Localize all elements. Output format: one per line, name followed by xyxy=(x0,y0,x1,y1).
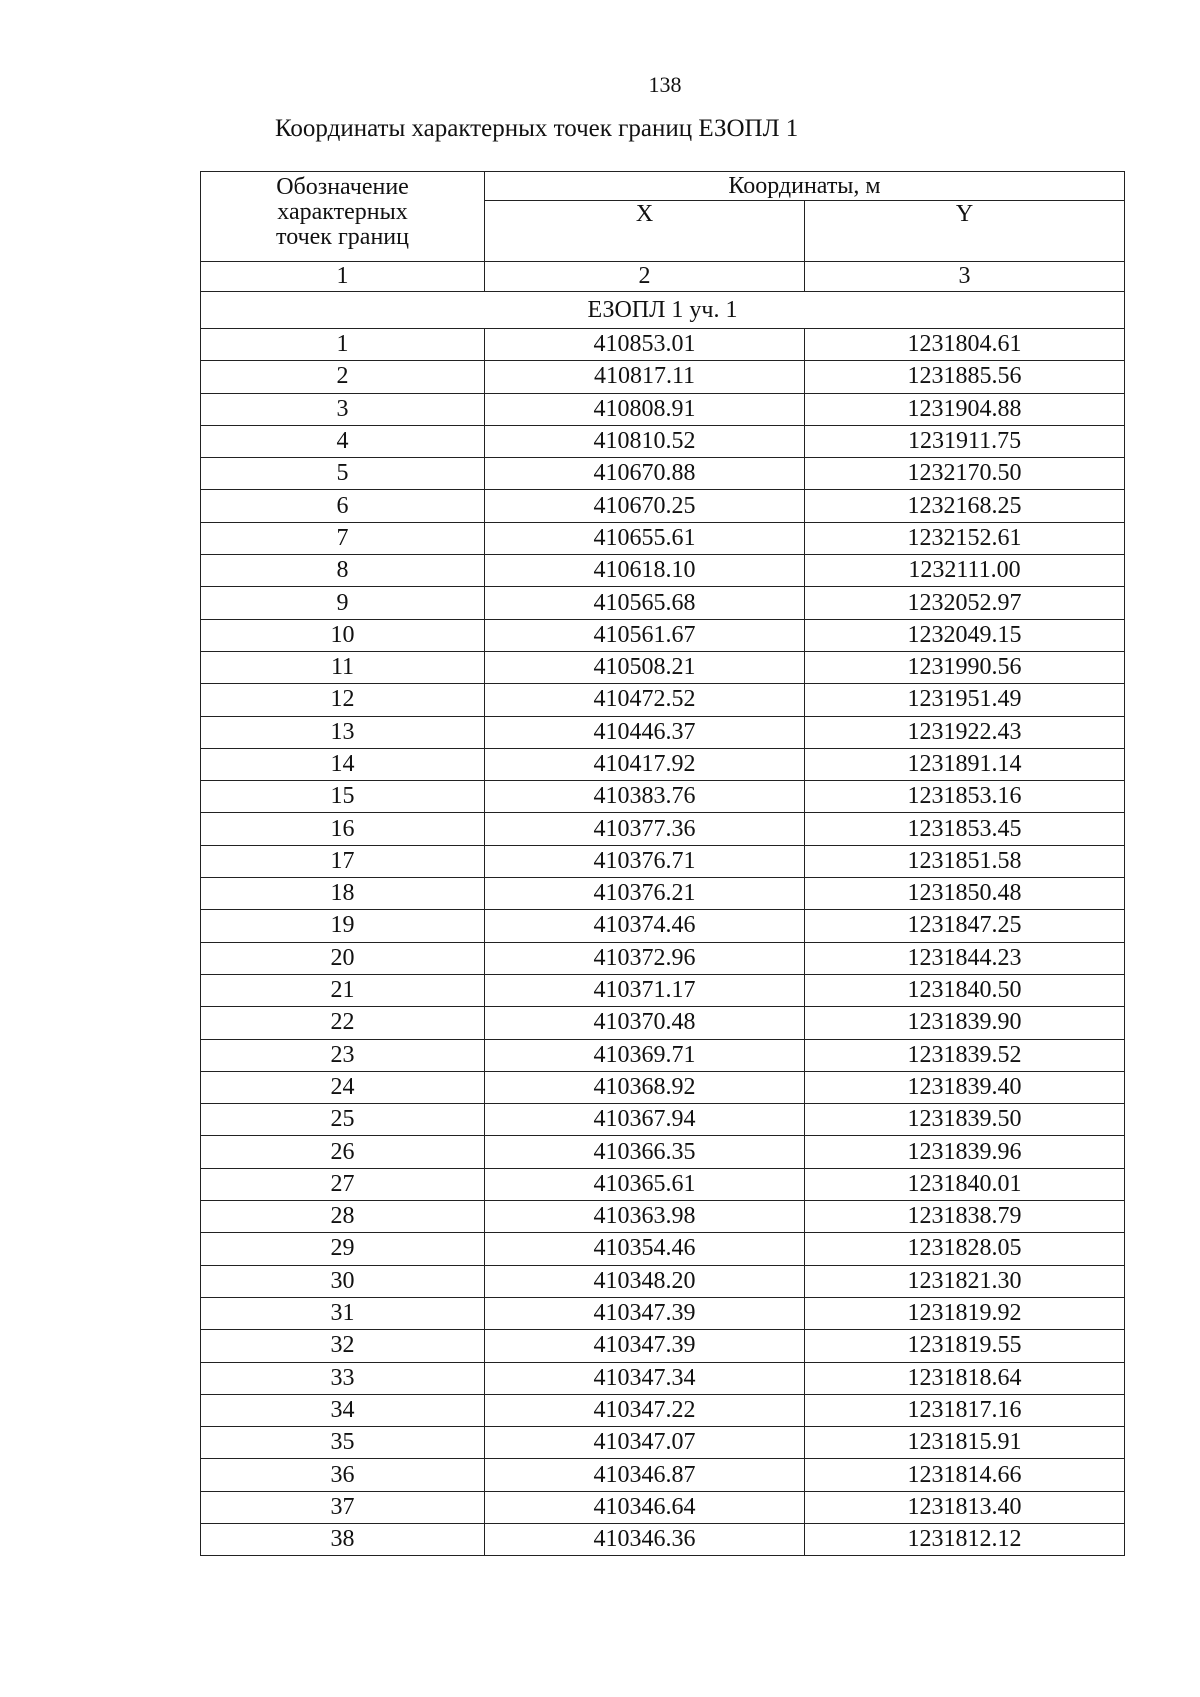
y-coordinate-cell: 1231839.90 xyxy=(805,1007,1125,1039)
point-number-cell: 36 xyxy=(201,1459,485,1491)
header-designation-line: точек границ xyxy=(276,224,409,250)
table-row xyxy=(201,878,1125,910)
header-x: X xyxy=(485,200,805,261)
table-row xyxy=(201,1427,1125,1459)
header-designation xyxy=(201,172,485,262)
y-coordinate-cell: 1231839.52 xyxy=(805,1039,1125,1071)
header-designation-line: характерных xyxy=(277,199,408,225)
point-number-cell: 2 xyxy=(201,361,485,393)
table-row xyxy=(201,1039,1125,1071)
y-coordinate-cell: 1231819.92 xyxy=(805,1297,1125,1329)
table-row xyxy=(201,1297,1125,1329)
y-coordinate-cell: 1231838.79 xyxy=(805,1201,1125,1233)
y-coordinate-cell: 1231951.49 xyxy=(805,684,1125,716)
x-coordinate-cell: 410354.46 xyxy=(485,1233,805,1265)
column-number-3: 3 xyxy=(805,262,1125,292)
y-coordinate-cell: 1232168.25 xyxy=(805,490,1125,522)
table-row xyxy=(201,781,1125,813)
point-number-cell: 34 xyxy=(201,1394,485,1426)
table-row xyxy=(201,1007,1125,1039)
table-row xyxy=(201,1265,1125,1297)
table-row xyxy=(201,845,1125,877)
table-row xyxy=(201,587,1125,619)
x-coordinate-cell: 410367.94 xyxy=(485,1104,805,1136)
table-row xyxy=(201,813,1125,845)
table-row xyxy=(201,522,1125,554)
y-coordinate-cell: 1231815.91 xyxy=(805,1427,1125,1459)
y-coordinate-cell: 1231814.66 xyxy=(805,1459,1125,1491)
table-row xyxy=(201,425,1125,457)
point-number-cell: 29 xyxy=(201,1233,485,1265)
x-coordinate-cell: 410376.71 xyxy=(485,845,805,877)
point-number-cell: 28 xyxy=(201,1201,485,1233)
y-coordinate-cell: 1231818.64 xyxy=(805,1362,1125,1394)
point-number-cell: 38 xyxy=(201,1523,485,1555)
y-coordinate-cell: 1231840.50 xyxy=(805,974,1125,1006)
x-coordinate-cell: 410417.92 xyxy=(485,748,805,780)
x-coordinate-cell: 410508.21 xyxy=(485,651,805,683)
column-number-2: 2 xyxy=(485,262,805,292)
point-number-cell: 14 xyxy=(201,748,485,780)
table-row xyxy=(201,1459,1125,1491)
point-number-cell: 33 xyxy=(201,1362,485,1394)
point-number-cell: 11 xyxy=(201,651,485,683)
x-coordinate-cell: 410376.21 xyxy=(485,878,805,910)
point-number-cell: 35 xyxy=(201,1427,485,1459)
y-coordinate-cell: 1231839.40 xyxy=(805,1071,1125,1103)
y-coordinate-cell: 1231828.05 xyxy=(805,1233,1125,1265)
table-row xyxy=(201,1233,1125,1265)
x-coordinate-cell: 410670.88 xyxy=(485,458,805,490)
x-coordinate-cell: 410670.25 xyxy=(485,490,805,522)
point-number-cell: 5 xyxy=(201,458,485,490)
x-coordinate-cell: 410565.68 xyxy=(485,587,805,619)
y-coordinate-cell: 1231850.48 xyxy=(805,878,1125,910)
point-number-cell: 10 xyxy=(201,619,485,651)
y-coordinate-cell: 1231922.43 xyxy=(805,716,1125,748)
x-coordinate-cell: 410370.48 xyxy=(485,1007,805,1039)
x-coordinate-cell: 410363.98 xyxy=(485,1201,805,1233)
x-coordinate-cell: 410810.52 xyxy=(485,425,805,457)
x-coordinate-cell: 410366.35 xyxy=(485,1136,805,1168)
section-title: ЕЗОПЛ 1 уч. 1 xyxy=(201,292,1125,329)
header-designation-line: Обозначение xyxy=(276,174,409,200)
y-coordinate-cell: 1231812.12 xyxy=(805,1523,1125,1555)
point-number-cell: 1 xyxy=(201,329,485,361)
table-row xyxy=(201,361,1125,393)
table-row xyxy=(201,329,1125,361)
point-number-cell: 3 xyxy=(201,393,485,425)
y-coordinate-cell: 1231851.58 xyxy=(805,845,1125,877)
table-row xyxy=(201,1491,1125,1523)
point-number-cell: 12 xyxy=(201,684,485,716)
point-number-cell: 16 xyxy=(201,813,485,845)
table-row xyxy=(201,748,1125,780)
y-coordinate-cell: 1231911.75 xyxy=(805,425,1125,457)
point-number-cell: 26 xyxy=(201,1136,485,1168)
table-row xyxy=(201,910,1125,942)
x-coordinate-cell: 410368.92 xyxy=(485,1071,805,1103)
document-title: Координаты характерных точек границ ЕЗОПЛ 1 xyxy=(275,115,799,142)
table-row xyxy=(201,458,1125,490)
y-coordinate-cell: 1232170.50 xyxy=(805,458,1125,490)
x-coordinate-cell: 410347.22 xyxy=(485,1394,805,1426)
x-coordinate-cell: 410346.36 xyxy=(485,1523,805,1555)
coordinates-table xyxy=(200,171,1125,1556)
point-number-cell: 31 xyxy=(201,1297,485,1329)
table-row xyxy=(201,1362,1125,1394)
y-coordinate-cell: 1231839.50 xyxy=(805,1104,1125,1136)
point-number-cell: 30 xyxy=(201,1265,485,1297)
y-coordinate-cell: 1231853.45 xyxy=(805,813,1125,845)
point-number-cell: 4 xyxy=(201,425,485,457)
point-number-cell: 13 xyxy=(201,716,485,748)
x-coordinate-cell: 410383.76 xyxy=(485,781,805,813)
y-coordinate-cell: 1231847.25 xyxy=(805,910,1125,942)
point-number-cell: 6 xyxy=(201,490,485,522)
y-coordinate-cell: 1231891.14 xyxy=(805,748,1125,780)
table-row xyxy=(201,1523,1125,1555)
point-number-cell: 21 xyxy=(201,974,485,1006)
table-row xyxy=(201,651,1125,683)
y-coordinate-cell: 1232111.00 xyxy=(805,555,1125,587)
y-coordinate-cell: 1231844.23 xyxy=(805,942,1125,974)
point-number-cell: 15 xyxy=(201,781,485,813)
x-coordinate-cell: 410446.37 xyxy=(485,716,805,748)
table-row xyxy=(201,555,1125,587)
table-row xyxy=(201,1394,1125,1426)
point-number-cell: 18 xyxy=(201,878,485,910)
y-coordinate-cell: 1231804.61 xyxy=(805,329,1125,361)
y-coordinate-cell: 1231813.40 xyxy=(805,1491,1125,1523)
x-coordinate-cell: 410655.61 xyxy=(485,522,805,554)
x-coordinate-cell: 410348.20 xyxy=(485,1265,805,1297)
point-number-cell: 27 xyxy=(201,1168,485,1200)
y-coordinate-cell: 1231817.16 xyxy=(805,1394,1125,1426)
y-coordinate-cell: 1231839.96 xyxy=(805,1136,1125,1168)
table-row xyxy=(201,619,1125,651)
header-coordinates: Координаты, м xyxy=(485,172,1125,201)
table-row xyxy=(201,1168,1125,1200)
y-coordinate-cell: 1231990.56 xyxy=(805,651,1125,683)
point-number-cell: 32 xyxy=(201,1330,485,1362)
x-coordinate-cell: 410372.96 xyxy=(485,942,805,974)
table-row xyxy=(201,1071,1125,1103)
point-number-cell: 24 xyxy=(201,1071,485,1103)
y-coordinate-cell: 1232052.97 xyxy=(805,587,1125,619)
y-coordinate-cell: 1231840.01 xyxy=(805,1168,1125,1200)
table-row xyxy=(201,1104,1125,1136)
y-coordinate-cell: 1232152.61 xyxy=(805,522,1125,554)
y-coordinate-cell: 1231853.16 xyxy=(805,781,1125,813)
table-row xyxy=(201,1330,1125,1362)
x-coordinate-cell: 410346.87 xyxy=(485,1459,805,1491)
x-coordinate-cell: 410472.52 xyxy=(485,684,805,716)
x-coordinate-cell: 410347.39 xyxy=(485,1330,805,1362)
x-coordinate-cell: 410377.36 xyxy=(485,813,805,845)
x-coordinate-cell: 410347.34 xyxy=(485,1362,805,1394)
x-coordinate-cell: 410347.07 xyxy=(485,1427,805,1459)
table-row xyxy=(201,1201,1125,1233)
point-number-cell: 37 xyxy=(201,1491,485,1523)
x-coordinate-cell: 410371.17 xyxy=(485,974,805,1006)
point-number-cell: 7 xyxy=(201,522,485,554)
table-row xyxy=(201,684,1125,716)
point-number-cell: 22 xyxy=(201,1007,485,1039)
header-y: Y xyxy=(805,200,1125,261)
table-row xyxy=(201,942,1125,974)
point-number-cell: 19 xyxy=(201,910,485,942)
x-coordinate-cell: 410347.39 xyxy=(485,1297,805,1329)
y-coordinate-cell: 1232049.15 xyxy=(805,619,1125,651)
y-coordinate-cell: 1231904.88 xyxy=(805,393,1125,425)
y-coordinate-cell: 1231821.30 xyxy=(805,1265,1125,1297)
x-coordinate-cell: 410817.11 xyxy=(485,361,805,393)
y-coordinate-cell: 1231885.56 xyxy=(805,361,1125,393)
table-row xyxy=(201,490,1125,522)
x-coordinate-cell: 410365.61 xyxy=(485,1168,805,1200)
table-row xyxy=(201,393,1125,425)
x-coordinate-cell: 410374.46 xyxy=(485,910,805,942)
x-coordinate-cell: 410808.91 xyxy=(485,393,805,425)
point-number-cell: 9 xyxy=(201,587,485,619)
table-row xyxy=(201,974,1125,1006)
point-number-cell: 17 xyxy=(201,845,485,877)
x-coordinate-cell: 410853.01 xyxy=(485,329,805,361)
point-number-cell: 23 xyxy=(201,1039,485,1071)
x-coordinate-cell: 410369.71 xyxy=(485,1039,805,1071)
x-coordinate-cell: 410346.64 xyxy=(485,1491,805,1523)
x-coordinate-cell: 410561.67 xyxy=(485,619,805,651)
y-coordinate-cell: 1231819.55 xyxy=(805,1330,1125,1362)
table-row xyxy=(201,1136,1125,1168)
page-number: 138 xyxy=(648,72,682,97)
point-number-cell: 20 xyxy=(201,942,485,974)
column-number-1: 1 xyxy=(201,262,485,292)
point-number-cell: 8 xyxy=(201,555,485,587)
x-coordinate-cell: 410618.10 xyxy=(485,555,805,587)
table-row xyxy=(201,716,1125,748)
point-number-cell: 25 xyxy=(201,1104,485,1136)
